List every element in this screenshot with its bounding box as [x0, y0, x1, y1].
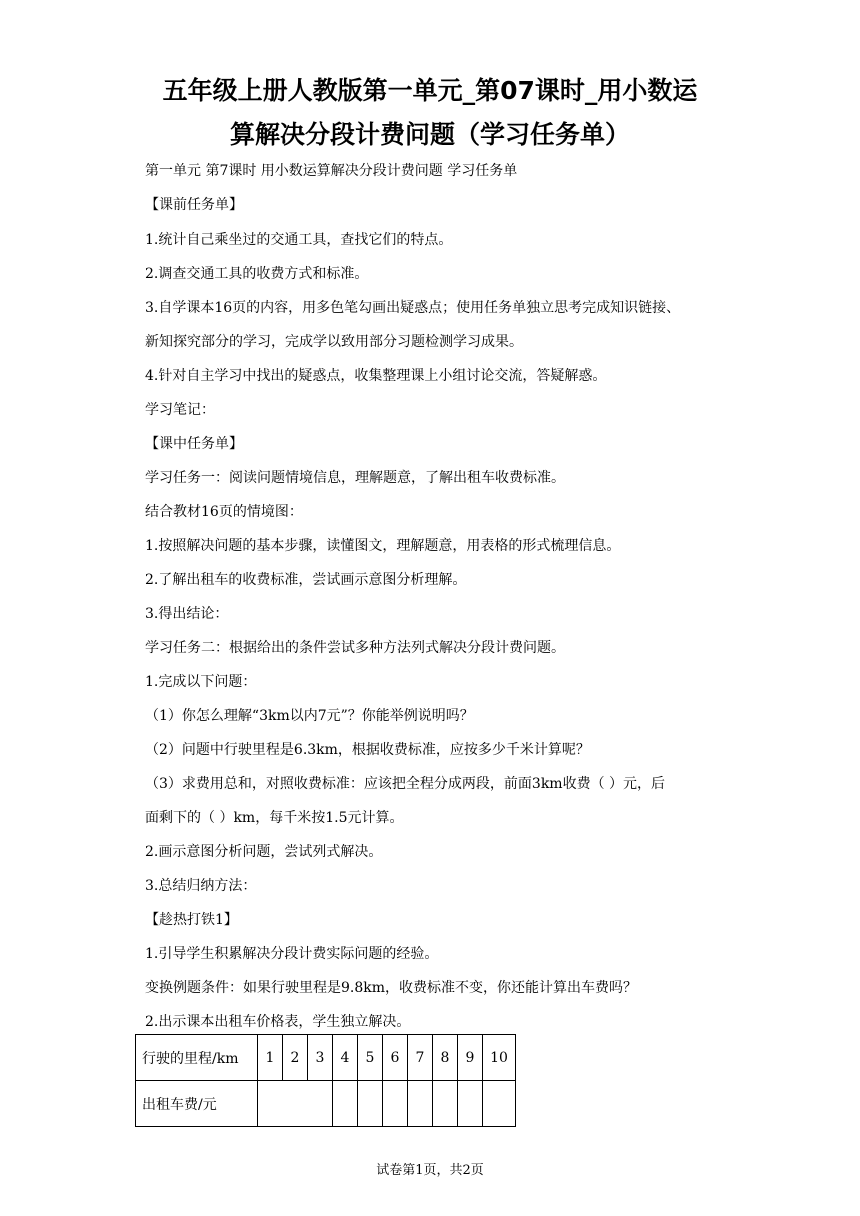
- text-line: 3.总结归纳方法：: [145, 878, 257, 894]
- text-line: 2.调查交通工具的收费方式和标准。: [145, 266, 369, 282]
- text-line: 2.画示意图分析问题，尝试列式解决。: [145, 844, 383, 860]
- table-row-mileage: [136, 1035, 516, 1081]
- text-line: 结合教材16页的情境图：: [145, 504, 303, 520]
- text-line: 4.针对自主学习中找出的疑惑点，收集整理课上小组讨论交流，答疑解惑。: [145, 368, 607, 384]
- section-heading-pre-class: 【课前任务单】: [145, 197, 243, 213]
- text-line: 3.得出结论：: [145, 606, 229, 622]
- question-3-continued: 面剩下的（ ）km，每千米按1.5元计算。: [145, 810, 404, 826]
- table-cell-mileage: 9: [458, 1035, 483, 1081]
- text-line: 1.完成以下问题：: [145, 674, 257, 690]
- taxi-fare-table: [135, 1034, 516, 1127]
- table-cell-mileage: 1: [258, 1035, 283, 1081]
- section-heading-in-class: 【课中任务单】: [145, 436, 243, 452]
- table-cell-fare: [433, 1081, 458, 1127]
- table-header-mileage: 行驶的里程/km: [136, 1035, 258, 1081]
- text-line: 1.按照解决问题的基本步骤，读懂图文，理解题意，用表格的形式梳理信息。: [145, 538, 621, 554]
- table-cell-mileage: 6: [383, 1035, 408, 1081]
- text-line: 1.引导学生积累解决分段计费实际问题的经验。: [145, 946, 439, 962]
- text-line: 3.自学课本16页的内容，用多色笔勾画出疑惑点；使用任务单独立思考完成知识链接、: [145, 300, 681, 316]
- table-cell-mileage: 10: [483, 1035, 516, 1081]
- text-line: 变换例题条件：如果行驶里程是9.8km，收费标准不变，你还能计算出车费吗？: [145, 980, 638, 996]
- task-heading-1: 学习任务一：阅读问题情境信息，理解题意，了解出租车收费标准。: [145, 470, 565, 486]
- text-line: 2.了解出租车的收费标准，尝试画示意图分析理解。: [145, 572, 467, 588]
- table-cell-fare: [458, 1081, 483, 1127]
- section-heading-practice: 【趁热打铁1】: [145, 912, 238, 928]
- table-cell-mileage: 5: [358, 1035, 383, 1081]
- subtitle: 第一单元 第7课时 用小数运算解决分段计费问题 学习任务单: [145, 163, 518, 179]
- question-3: （3）求费用总和，对照收费标准：应该把全程分成两段，前面3km收费（ ）元，后: [145, 776, 666, 792]
- table-row-fare: [136, 1081, 516, 1127]
- table-cell-fare-1-3: [258, 1081, 333, 1127]
- page-footer: 试卷第1页，共2页: [376, 1163, 484, 1178]
- table-cell-fare: [408, 1081, 433, 1127]
- question-2: （2）问题中行驶里程是6.3km，根据收费标准，应按多少千米计算呢？: [145, 742, 590, 758]
- table-cell-fare: [358, 1081, 383, 1127]
- text-line: 学习笔记：: [145, 402, 215, 418]
- table-header-fare: 出租车费/元: [136, 1081, 258, 1127]
- table-cell-mileage: 3: [308, 1035, 333, 1081]
- table-cell-mileage: 4: [333, 1035, 358, 1081]
- table-cell-fare: [483, 1081, 516, 1127]
- table-cell-mileage: 7: [408, 1035, 433, 1081]
- task-heading-2: 学习任务二：根据给出的条件尝试多种方法列式解决分段计费问题。: [145, 640, 565, 656]
- table-cell-mileage: 8: [433, 1035, 458, 1081]
- text-line: 新知探究部分的学习，完成学以致用部分习题检测学习成果。: [145, 334, 523, 350]
- text-line: 1.统计自己乘坐过的交通工具，查找它们的特点。: [145, 232, 453, 248]
- question-1: （1）你怎么理解“3km以内7元”？你能举例说明吗？: [145, 708, 474, 724]
- table-cell-fare: [383, 1081, 408, 1127]
- table-cell-mileage: 2: [283, 1035, 308, 1081]
- text-line: 2.出示课本出租车价格表，学生独立解决。: [145, 1014, 411, 1030]
- document-title-line-1: 五年级上册人教版第一单元_第07课时_用小数运: [162, 76, 698, 105]
- document-title-line-2: 算解决分段计费问题（学习任务单）: [229, 120, 630, 149]
- table-cell-fare: [333, 1081, 358, 1127]
